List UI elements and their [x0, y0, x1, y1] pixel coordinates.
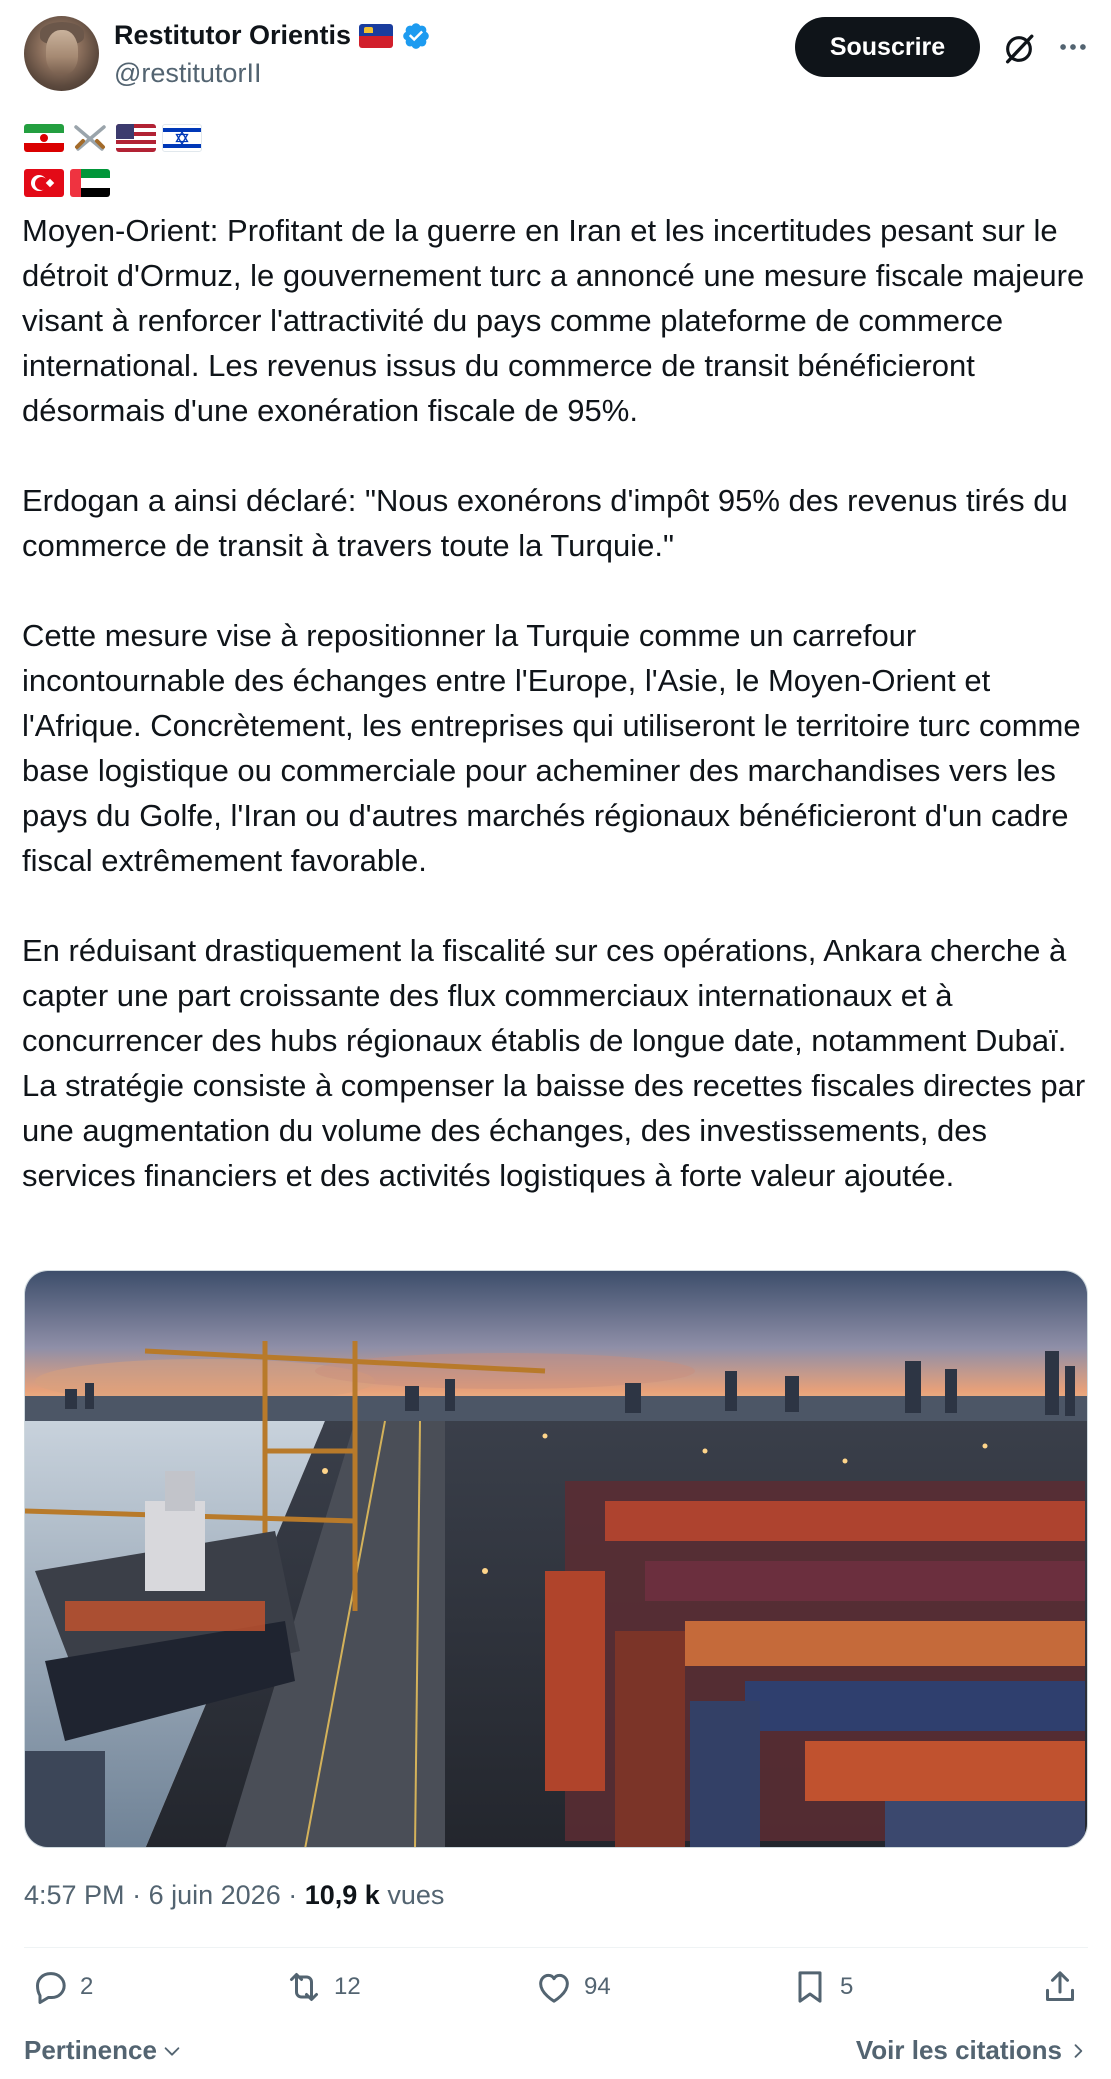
- subscribe-button[interactable]: Souscrire: [795, 17, 980, 77]
- verified-badge-icon[interactable]: [401, 21, 431, 51]
- share-icon: [1040, 1967, 1080, 2007]
- repost-button[interactable]: [284, 1967, 361, 2007]
- chevron-right-icon: [1068, 2041, 1088, 2061]
- meta-separator: ·: [132, 1880, 142, 1910]
- chevron-down-icon: [161, 2040, 183, 2062]
- usa-flag-icon: [116, 124, 156, 152]
- emoji-flags-line-2: [24, 169, 110, 197]
- reply-count: 2: [80, 1973, 94, 2000]
- bookmark-icon: [790, 1967, 830, 2007]
- reply-icon: [30, 1967, 70, 2007]
- author-display-name[interactable]: Restitutor Orientis: [114, 20, 352, 50]
- bookmark-count: 5: [840, 1973, 854, 2000]
- quotes-label: Voir les citations: [855, 2035, 1062, 2065]
- views-count: 10,9 k: [304, 1880, 380, 1910]
- author-handle[interactable]: @restitutorII: [114, 58, 262, 88]
- actions-divider: [24, 1947, 1088, 1948]
- views-label: vues: [387, 1880, 445, 1910]
- share-button[interactable]: [1040, 1967, 1080, 2007]
- more-icon[interactable]: [1056, 30, 1090, 64]
- tweet-body: Moyen-Orient: Profitant de la guerre en Iran et les incertitudes pesant sur le détroit d'Ormuz, le gouvernement turc a annoncé une mesure fiscale majeure visant à renforcer l'attractivité du pays comme plateforme de commerce international. Les revenus issus du commerce de transit bénéficieront désormais d'une exonération fiscale de 95%. Erdogan a ainsi déclaré: "Nous exonérons d'impôt 95% des revenus tirés du commerce de transit à travers toute la Turquie." Cette mesure vise à repositionner la Turquie comme un carrefour incontournable des échanges entre l'Europe, l'Asie, le Moyen-Orient et l'Afrique. Concrètement, les entreprises qui utiliseront le territoire turc comme base logistique ou commerciale pour acheminer des marchandises vers les pays du Golfe, l'Iran ou d'autres marchés régionaux bénéficieront d'un cadre fiscal extrêmement favorable. En réduisant drastiquement la fiscalité sur ces opérations, Ankara cherche à capter une part croissante des flux commerciaux internationaux et à concurrencer des hubs régionaux établis de longue date, notamment Dubaï. La stratégie consiste à compenser la baisse des recettes fiscales directes par une augmentation du volume des échanges, des investissements, des services financiers et des activités logistiques à forte valeur ajoutée.: [22, 213, 1086, 1193]
- view-quotes-link[interactable]: [856, 2035, 1088, 2066]
- tweet-media-image[interactable]: [24, 1270, 1088, 1848]
- reply-button[interactable]: [30, 1967, 93, 2007]
- liechtenstein-flag-icon: [359, 24, 393, 48]
- like-button[interactable]: [534, 1967, 611, 2007]
- port-container-terminal-image: [25, 1271, 1088, 1848]
- avatar-face: [46, 30, 78, 74]
- like-count: 94: [584, 1973, 611, 2000]
- replies-toolbar: [24, 2035, 1088, 2075]
- repost-icon: [284, 1967, 324, 2007]
- tweet-date[interactable]: 6 juin 2026: [148, 1880, 281, 1910]
- sort-label: Pertinence: [24, 2035, 157, 2065]
- uae-flag-icon: [70, 169, 110, 197]
- crossed-swords-icon: [70, 124, 110, 152]
- tweet-action-bar: [24, 1967, 1088, 2017]
- bookmark-button[interactable]: [790, 1967, 853, 2007]
- turkey-flag-icon: [24, 169, 64, 197]
- repost-count: 12: [334, 1973, 361, 2000]
- tweet-meta: [24, 1880, 444, 1911]
- grok-icon[interactable]: [1002, 32, 1036, 66]
- avatar[interactable]: [24, 16, 99, 91]
- meta-separator-2: ·: [288, 1880, 298, 1910]
- israel-flag-icon: [162, 124, 202, 152]
- author-name-row: [114, 20, 431, 51]
- tweet-time[interactable]: 4:57 PM: [24, 1880, 125, 1910]
- heart-icon: [534, 1967, 574, 2007]
- iran-flag-icon: [24, 124, 64, 152]
- tweet-header: [24, 16, 1090, 96]
- sort-replies-dropdown[interactable]: [24, 2035, 183, 2066]
- emoji-flags-line-1: [24, 124, 202, 152]
